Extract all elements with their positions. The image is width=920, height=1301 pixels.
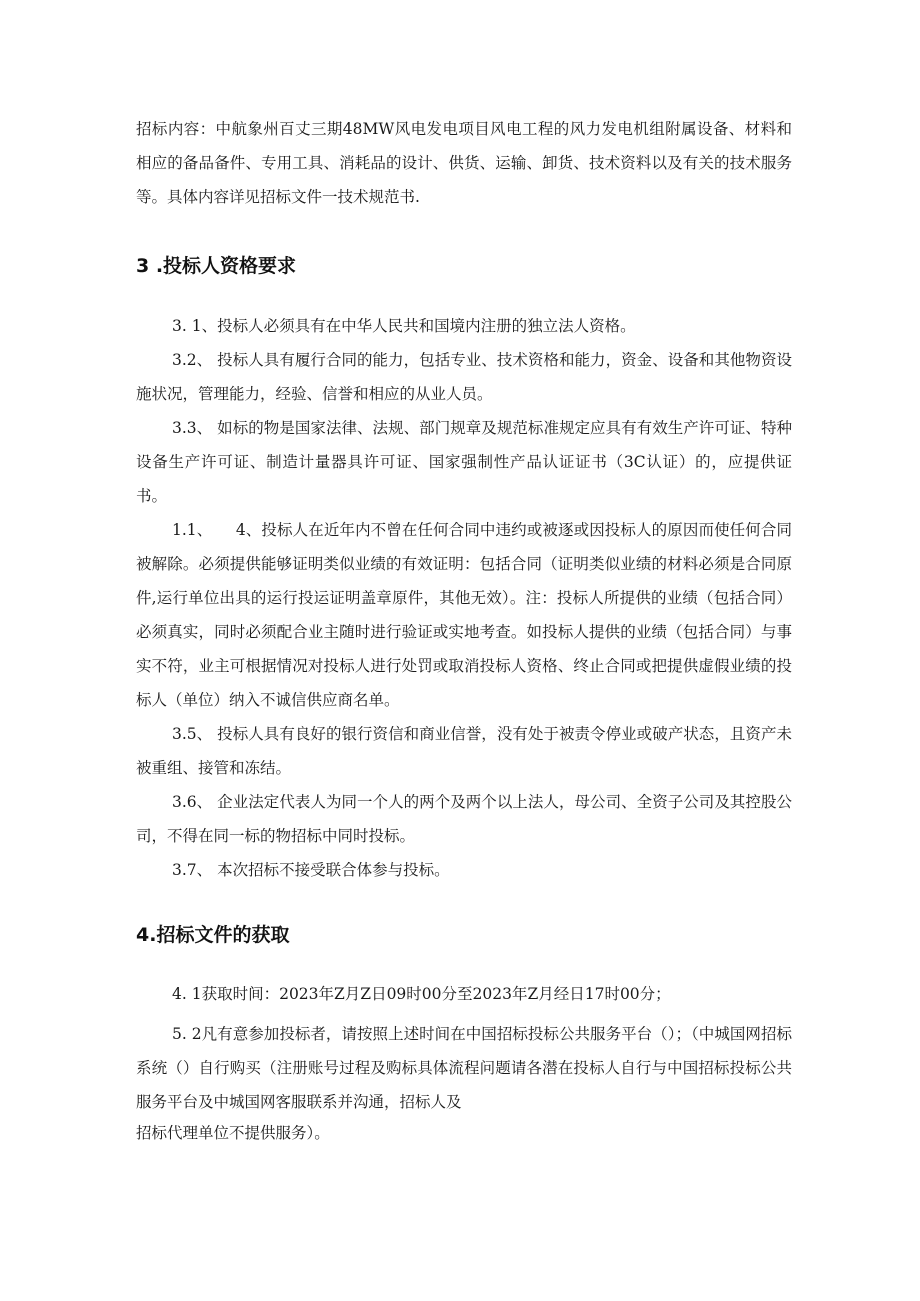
clause-3-3: 3.3、 如标的物是国家法律、法规、部门规章及规范标准规定应具有有效生产许可证、特种设备生产许可证、制造计量器具许可证、国家强制性产品认证证书（3C认证）的，应提供证书。 bbox=[136, 419, 792, 505]
clause-4-2-tail: 招标代理单位不提供服务）。 bbox=[136, 1124, 330, 1142]
section-3-heading: 3 .投标人资格要求 bbox=[136, 255, 297, 277]
clause-3-4: 1.1、 4、投标人在近年内不曾在任何合同中违约或被逐或因投标人的原因而使任何合同被解除。必须提供能够证明类似业绩的有效证明：包括合同（证明类似业绩的材料必须是合同原件,运行单位出具的运行投运证明盖章原件，其他无效）。注：投标人所提供的业绩（包括合同）必须真实，同时必须配合业主随时进行验证或实地考查。如投标人提供的业绩（包括合同）与事实不符，业主可根据情况对投标人进行处罚或取消投标人资格、终止合同或把提供虚假业绩的投标人（单位）纳入不诚信供应商名单。 bbox=[136, 521, 792, 709]
clause-3-2: 3.2、 投标人具有履行合同的能力，包括专业、技术资格和能力，资金、设备和其他物资设施状况，管理能力，经验、信誉和相应的从业人员。 bbox=[136, 351, 792, 403]
clause-3-7: 3.7、 本次招标不接受联合体参与投标。 bbox=[172, 861, 450, 879]
clause-3-1: 3. 1、投标人必须具有在中华人民共和国境内注册的独立法人资格。 bbox=[172, 317, 636, 335]
clause-4-2: 5. 2凡有意参加投标者，请按照上述时间在中国招标投标公共服务平台（）；（中城国网招标系统（）自行购买（注册账号过程及购标具体流程问题请各潜在投标人自行与中国招标投标公共服务平台及中城国网客服联系并沟通，招标人及 bbox=[136, 1025, 792, 1111]
clause-4-1: 4. 1获取时间：2023年Z月Z日09时00分至2023年Z月经日17时00分； bbox=[172, 985, 671, 1003]
clause-3-5: 3.5、 投标人具有良好的银行资信和商业信誉，没有处于被责令停业或破产状态，且资产未被重组、接管和冻结。 bbox=[136, 725, 792, 777]
section-4-heading: 4.招标文件的获取 bbox=[136, 924, 290, 946]
intro-paragraph: 招标内容：中航象州百丈三期48MW风电发电项目风电工程的风力发电机组附属设备、材料和相应的备品备件、专用工具、消耗品的设计、供货、运输、卸货、技术资料以及有关的技术服务等。具体内容详见招标文件一技术规范书. bbox=[136, 120, 792, 206]
clause-3-6: 3.6、 企业法定代表人为同一个人的两个及两个以上法人，母公司、全资子公司及其控股公司，不得在同一标的物招标中同时投标。 bbox=[136, 793, 792, 845]
